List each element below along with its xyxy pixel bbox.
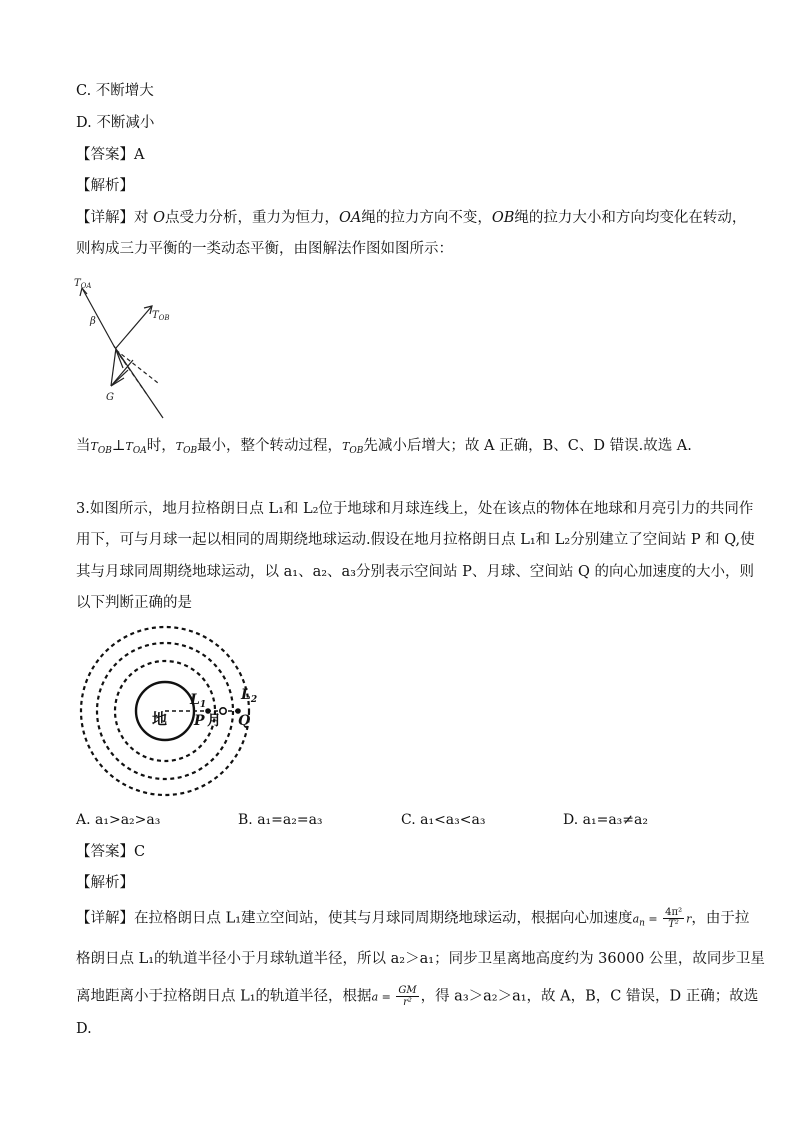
q3-detail-line-4: D. bbox=[76, 1021, 92, 1037]
q3-option-d: D. a₁=a₃≠a₂ bbox=[563, 812, 648, 828]
q3-stem-3: 其与月球同周期绕地球运动，以 a₁、a₂、a₃分别表示空间站 P、月球、空间站 Q 的向心加速度的大小，则 bbox=[76, 564, 754, 580]
symbol-sub: OA bbox=[132, 446, 147, 456]
t-ob-symbol: T bbox=[175, 440, 184, 453]
q3-analysis-label: 【解析】 bbox=[76, 875, 134, 891]
symbol-sub: OB bbox=[349, 446, 364, 456]
detail-text: 绳的拉力方向不变， bbox=[361, 210, 492, 226]
formula-sub: n bbox=[639, 918, 645, 929]
answer-label: 【答案】 bbox=[76, 844, 134, 860]
l2-label: $L_2$ bbox=[241, 687, 258, 705]
rope-ob: OB bbox=[491, 210, 515, 226]
l1-label: $L_1$ bbox=[190, 692, 207, 710]
detail-text: ，得 a₃＞a₂＞a₁，故 A，B，C 错误，D 正确；故选 bbox=[420, 988, 759, 1005]
formula-r: r bbox=[686, 912, 692, 926]
option-d: D. 不断减小 bbox=[76, 115, 155, 131]
symbol-sub: OB bbox=[97, 446, 112, 456]
q3-option-c: C. a₁<a₃<a₃ bbox=[401, 812, 486, 828]
q-label: Q bbox=[238, 713, 251, 729]
answer-value: C bbox=[134, 844, 146, 860]
symbol-sub: OB bbox=[183, 446, 198, 456]
orbit-diagram bbox=[78, 625, 278, 797]
t-ob-label: $T_{OB}$ bbox=[152, 310, 170, 322]
answer-line bbox=[76, 145, 144, 165]
q3-detail-line-3: 离地距离小于拉格朗日点 L₁的轨道半径，根据a = $\frac{GM}{\text{r²}}$ ，得 a₃＞a₂＞a₁，故 A，B，C 错误，D 正确；故选 bbox=[76, 985, 759, 1008]
detail-text: 绳的拉力大小和方向均变化在转动， bbox=[514, 210, 747, 226]
q3-option-a: A. a₁>a₂>a₃ bbox=[76, 812, 161, 828]
p-label: P bbox=[194, 713, 205, 729]
answer-label: 【答案】 bbox=[76, 147, 134, 163]
detail-text: 先减小后增大；故 A 正确，B、C、D 错误.故选 A. bbox=[363, 438, 692, 454]
detail-text: ，由于拉 bbox=[691, 910, 750, 927]
option-c: C. 不断增大 bbox=[76, 83, 154, 99]
beta-label: β bbox=[90, 316, 96, 327]
rope-oa: OA bbox=[339, 210, 362, 226]
q3-answer-line bbox=[76, 842, 145, 862]
detail-line-1 bbox=[76, 208, 746, 228]
answer-value: A bbox=[134, 147, 145, 163]
earth-label: 地 bbox=[152, 710, 168, 728]
formula-a: a bbox=[371, 990, 379, 1004]
analysis-label: 【解析】 bbox=[76, 178, 134, 194]
perp-symbol: ⊥ bbox=[111, 438, 126, 454]
detail-text: 时， bbox=[146, 438, 176, 454]
formula-a: a bbox=[632, 912, 640, 926]
force-diagram bbox=[70, 268, 190, 426]
moon-label: 月 bbox=[207, 713, 221, 729]
q3-stem-2: 用下，可与月球一起以相同的周期绕地球运动.假设在地月拉格朗日点 L₁和 L₂分别建立了空间站 P 和 Q,使 bbox=[76, 532, 755, 548]
q3-detail-line-1: 【详解】在拉格朗日点 L₁建立空间站，使其与月球同周期绕地球运动，根据向心加速度$a_n$ = $\frac{\text{4π²}}{\text{T²}}$ r，由于拉 bbox=[76, 907, 750, 930]
t-ob-symbol: T bbox=[342, 440, 350, 453]
detail-text: 点受力分析，重力为恒力， bbox=[165, 210, 339, 226]
detail-text: 离地距离小于拉格朗日点 L₁的轨道半径，根据 bbox=[76, 988, 372, 1005]
t-oa-symbol: T bbox=[125, 440, 133, 453]
q3-stem-1: 3.如图所示，地月拉格朗日点 L₁和 L₂位于地球和月球连线上，处在该点的物体在地球和月亮引力的共同作 bbox=[76, 501, 754, 517]
detail-text: 【详解】对 bbox=[76, 210, 149, 226]
detail-text: 【详解】在拉格朗日点 L₁建立空间站，使其与月球同周期绕地球运动，根据向心加速度 bbox=[76, 910, 633, 927]
formula-fraction-2: $\frac{GM}{\text{r²}}$ bbox=[398, 985, 417, 1008]
detail-text: 当 bbox=[76, 438, 91, 454]
t-ob-symbol: T bbox=[90, 440, 98, 453]
conclusion-line bbox=[76, 436, 692, 461]
g-label: G bbox=[106, 392, 114, 403]
detail-text: 最小，整个转动过程， bbox=[197, 438, 343, 454]
t-oa-label: $T_{OA}$ bbox=[74, 278, 92, 290]
q3-option-b: B. a₁=a₂=a₃ bbox=[238, 812, 323, 828]
point-o: O bbox=[153, 210, 165, 226]
q3-detail-line-2: 格朗日点 L₁的轨道半径小于月球轨道半径，所以 a₂＞a₁；同步卫星离地高度约为 36000 公里，故同步卫星 bbox=[76, 951, 765, 967]
detail-line-2: 则构成三力平衡的一类动态平衡，由图解法作图如图所示： bbox=[76, 241, 453, 257]
formula-fraction-1: $\frac{\text{4π²}}{\text{T²}}$ bbox=[665, 907, 683, 930]
q3-stem-4: 以下判断正确的是 bbox=[76, 595, 192, 611]
